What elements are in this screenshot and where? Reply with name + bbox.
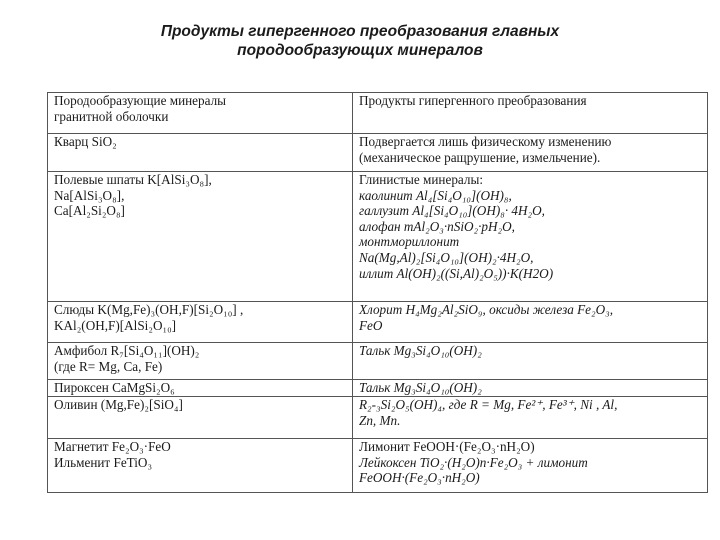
mineral-line: KAl₂(OH,F)[AlSi₂O₁₀] bbox=[54, 317, 177, 333]
mineral-cell bbox=[48, 134, 353, 172]
minerals-table-body bbox=[48, 93, 708, 493]
header-left-line: гранитной оболочки bbox=[54, 108, 169, 124]
product-line: Хлорит H₄Mg₂Al₂SiO₉, оксиды железа Fe₂O₃, bbox=[359, 302, 614, 317]
mineral-line: Полевые шпаты K[AlSi₃O₈], bbox=[54, 172, 212, 187]
mineral-cell bbox=[48, 439, 353, 493]
product-line: алофан mAl₂O₃·nSiO₂·pH₂O, bbox=[359, 218, 515, 234]
product-line: FeOOH·(Fe₂O₃·nH₂O) bbox=[359, 470, 480, 486]
table-row bbox=[48, 172, 708, 302]
table-row bbox=[48, 380, 708, 397]
mineral-line: Амфибол R₇[Si₄O₁₁](OH)₂ bbox=[54, 343, 200, 358]
header-left-line: Породообразующие минералы bbox=[54, 93, 227, 108]
product-line: иллит Al(OH)₂((Si,Al)₂O₅))·K(H2O) bbox=[359, 265, 554, 281]
product-cell bbox=[353, 439, 708, 493]
table-row bbox=[48, 343, 708, 380]
mineral-line: Оливин (Mg,Fe)₂[SiO₄] bbox=[54, 397, 183, 412]
product-line: Тальк Mg₃Si₄O₁₀(OH)₂ bbox=[359, 343, 482, 358]
product-line: Подвергается лишь физическому изменению bbox=[359, 134, 612, 149]
mineral-line: Кварц SiO₂ bbox=[54, 134, 117, 149]
table-header-row bbox=[48, 93, 708, 134]
header-cell-minerals bbox=[48, 93, 353, 134]
mineral-cell bbox=[48, 397, 353, 439]
product-line: галлузит Al₄[Si₄O₁₀](OH)₈· 4H₂O, bbox=[359, 203, 545, 219]
product-line: Лейкоксен TiO₂·(H₂O)n·Fe₂O₃ + лимонит bbox=[359, 454, 588, 470]
product-cell bbox=[353, 134, 708, 172]
table-row bbox=[48, 302, 708, 343]
product-line: Тальк Mg₃Si₄O₁₀(OH)₂ bbox=[359, 380, 482, 395]
mineral-line: Ca[Al₂Si₂O₈] bbox=[54, 203, 125, 219]
mineral-line: (где R= Mg, Ca, Fe) bbox=[54, 358, 163, 374]
mineral-cell bbox=[48, 302, 353, 343]
product-line: Zn, Mn. bbox=[359, 412, 401, 428]
header-right-line: Продукты гипергенного преобразования bbox=[359, 93, 587, 108]
mineral-cell bbox=[48, 380, 353, 397]
table-row bbox=[48, 134, 708, 172]
minerals-table bbox=[47, 92, 708, 493]
mineral-line: Магнетит Fe₂O₃·FeO bbox=[54, 439, 171, 454]
product-line: монтмориллонит bbox=[359, 234, 460, 250]
header-cell-products bbox=[353, 93, 708, 134]
table-row bbox=[48, 397, 708, 439]
title-line-1: Продукты гипергенного преобразования главных bbox=[160, 23, 560, 40]
table-row bbox=[48, 439, 708, 493]
mineral-line: Na[AlSi₃O₈], bbox=[54, 187, 125, 203]
product-line: каолинит Al₄[Si₄O₁₀](OH)₈, bbox=[359, 187, 512, 203]
slide-title bbox=[0, 22, 720, 60]
product-line: (механическое ращрушение, измельчение). bbox=[359, 149, 601, 165]
product-cell bbox=[353, 172, 708, 302]
product-cell bbox=[353, 397, 708, 439]
product-line: Лимонит FeOOH·(Fe₂O₃·nH₂O) bbox=[359, 439, 535, 454]
mineral-cell bbox=[48, 343, 353, 380]
product-line: R₂-₃Si₂O₅(OH)₄, где R = Mg, Fe²⁺, Fe³⁺, Ni , Al, bbox=[359, 397, 618, 412]
product-line: Глинистые минералы: bbox=[359, 172, 483, 187]
product-cell bbox=[353, 302, 708, 343]
title-line-2: породообразующих минералов bbox=[237, 42, 483, 59]
mineral-line: Ильменит FeTiO₃ bbox=[54, 454, 153, 470]
product-line: FeO bbox=[359, 317, 383, 333]
product-cell bbox=[353, 343, 708, 380]
mineral-cell bbox=[48, 172, 353, 302]
product-line: Na(Mg,Al)₂[Si₄O₁₀](OH)₂·4H₂O, bbox=[359, 249, 534, 265]
mineral-line: Слюды K(Mg,Fe)₃(OH,F)[Si₂O₁₀] , bbox=[54, 302, 244, 317]
product-cell bbox=[353, 380, 708, 397]
mineral-line: Пироксен CaMgSi₂O₆ bbox=[54, 380, 175, 395]
